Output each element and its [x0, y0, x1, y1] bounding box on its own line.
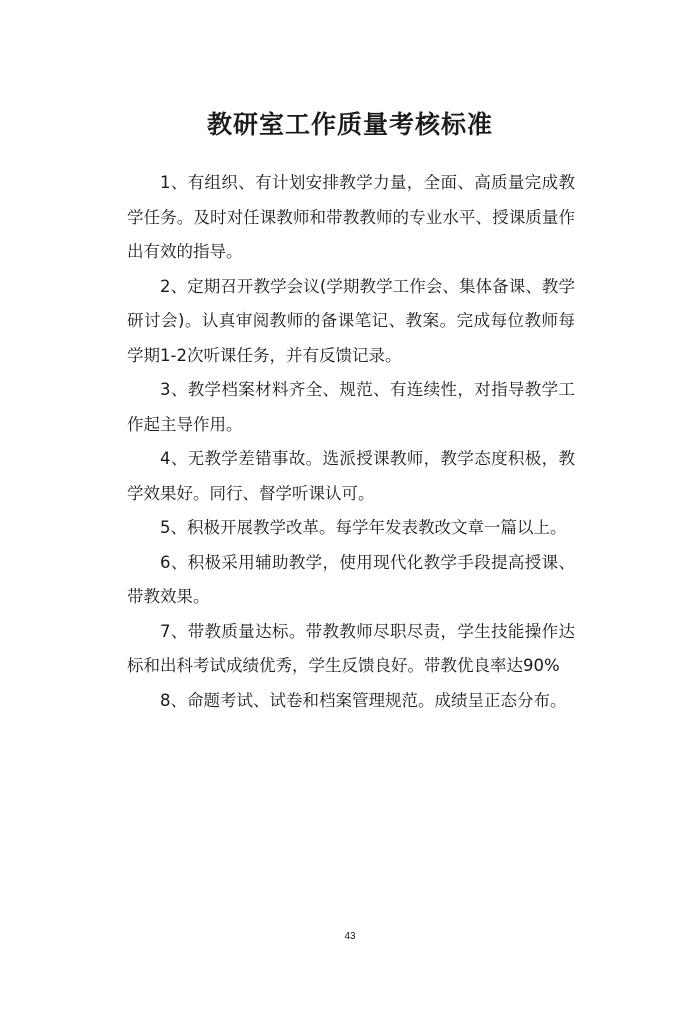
paragraph-2: 2、定期召开教学会议(学期教学工作会、集体备课、教学研讨会)。认真审阅教师的备课笔记、教案。完成每位教师每学期1-2次听课任务，并有反馈记录。 — [127, 276, 575, 365]
page-number: 43 — [344, 931, 356, 942]
paragraph-8: 8、命题考试、试卷和档案管理规范。成绩呈正态分布。 — [160, 690, 567, 710]
paragraph-6: 6、积极采用辅助教学，使用现代化教学手段提高授课、带教效果。 — [127, 552, 575, 606]
paragraph-1: 1、有组织、有计划安排教学力量，全面、高质量完成教学任务。及时对任课教师和带教教师的专业水平、授课质量作出有效的指导。 — [127, 173, 575, 261]
document-title: 教研室工作质量考核标准 — [206, 110, 493, 139]
paragraph-3: 3、教学档案材料齐全、规范、有连续性，对指导教学工作起主导作用。 — [127, 380, 575, 434]
paragraph-4: 4、无教学差错事故。选派授课教师，教学态度积极，教学效果好。同行、督学听课认可。 — [127, 449, 575, 503]
paragraph-5: 5、积极开展教学改革。每学年发表教改文章一篇以上。 — [160, 518, 567, 537]
paragraph-7: 7、带教质量达标。带教教师尽职尽责，学生技能操作达标和出科考试成绩优秀，学生反馈良好。带教优良率达90% — [127, 621, 575, 675]
document-body — [127, 166, 575, 718]
